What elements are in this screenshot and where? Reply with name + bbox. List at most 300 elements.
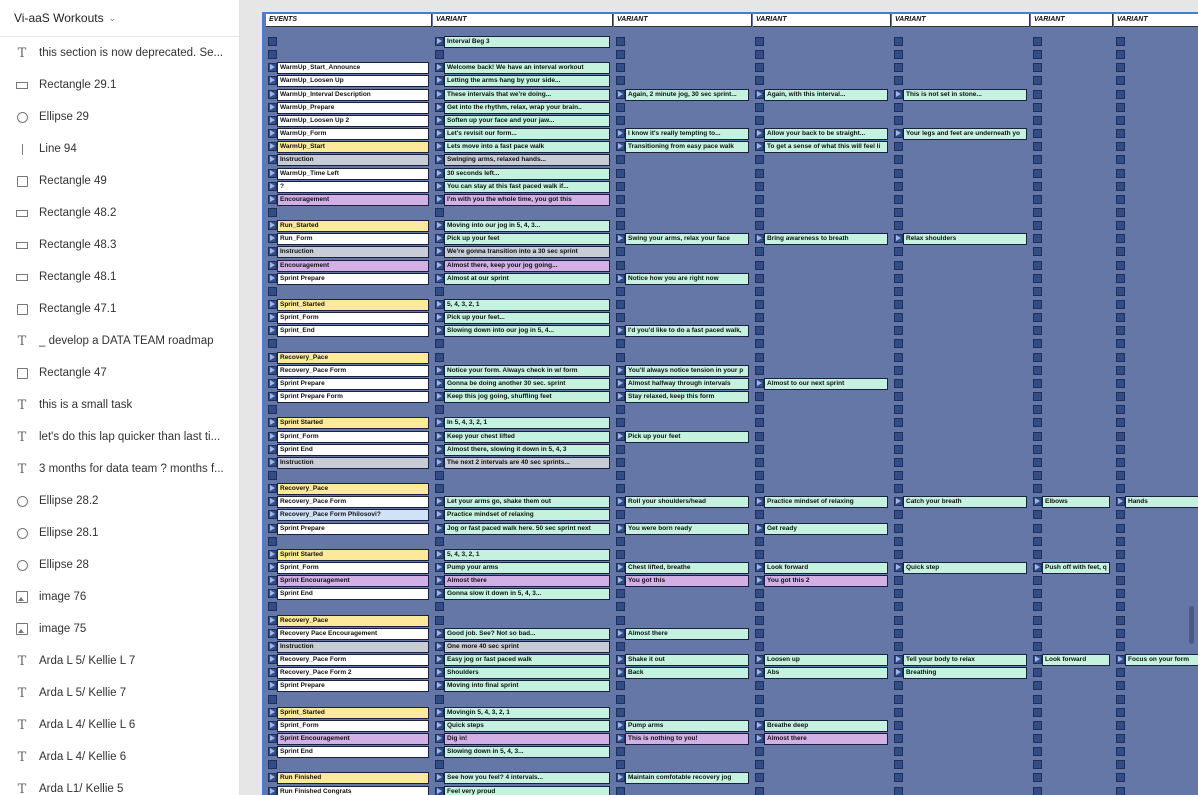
clip-slot[interactable] [1114, 89, 1198, 101]
clip-slot[interactable] [1114, 707, 1198, 719]
empty-slot-icon[interactable] [755, 76, 764, 85]
play-clip-icon[interactable] [616, 497, 625, 506]
empty-slot-icon[interactable] [894, 721, 903, 730]
empty-slot-icon[interactable] [616, 208, 625, 217]
clip-slot[interactable] [1031, 391, 1113, 403]
clip-slot[interactable] [892, 220, 1030, 232]
empty-slot-icon[interactable] [616, 787, 625, 795]
empty-slot-icon[interactable] [894, 642, 903, 651]
variant-clip[interactable]: Breathe deep [764, 720, 888, 732]
play-clip-icon[interactable] [268, 510, 277, 519]
clip-slot[interactable] [1114, 128, 1198, 140]
clip-slot[interactable] [1114, 273, 1198, 285]
design-canvas[interactable] [240, 0, 1198, 795]
play-clip-icon[interactable] [435, 247, 444, 256]
variant-clip[interactable]: Chest lifted, breathe [625, 562, 749, 574]
variant-clip[interactable]: You got this 2 [764, 575, 888, 587]
clip-slot[interactable] [753, 759, 891, 771]
empty-slot-icon[interactable] [1116, 90, 1125, 99]
clip-slot[interactable] [433, 615, 613, 627]
empty-slot-icon[interactable] [1116, 695, 1125, 704]
play-clip-icon[interactable] [435, 261, 444, 270]
event-clip[interactable]: Sprint_Form [277, 562, 429, 574]
clip-slot[interactable] [433, 115, 613, 127]
clip-slot[interactable] [614, 141, 752, 153]
layer-item[interactable] [0, 69, 239, 101]
empty-slot-icon[interactable] [1116, 142, 1125, 151]
clip-slot[interactable] [266, 36, 432, 48]
clip-slot[interactable] [1031, 352, 1113, 364]
clip-slot[interactable] [614, 588, 752, 600]
clip-slot[interactable] [753, 89, 891, 101]
empty-slot-icon[interactable] [268, 287, 277, 296]
empty-slot-icon[interactable] [755, 50, 764, 59]
clip-slot[interactable] [1114, 102, 1198, 114]
event-clip[interactable]: Encouragement [277, 260, 429, 272]
event-clip[interactable]: Sprint_Started [277, 707, 429, 719]
clip-slot[interactable] [892, 141, 1030, 153]
empty-slot-icon[interactable] [755, 405, 764, 414]
empty-slot-icon[interactable] [1033, 379, 1042, 388]
clip-slot[interactable] [433, 654, 613, 666]
clip-slot[interactable] [1114, 457, 1198, 469]
empty-slot-icon[interactable] [755, 695, 764, 704]
empty-slot-icon[interactable] [894, 169, 903, 178]
play-clip-icon[interactable] [268, 589, 277, 598]
variant-clip[interactable]: Almost there, keep your jog going... [444, 260, 610, 272]
clip-slot[interactable] [266, 457, 432, 469]
clip-slot[interactable] [266, 102, 432, 114]
clip-slot[interactable] [1031, 338, 1113, 350]
variant-clip[interactable]: Slowing down into our jog in 5, 4... [444, 325, 610, 337]
clip-slot[interactable] [753, 575, 891, 587]
play-clip-icon[interactable] [616, 734, 625, 743]
clip-slot[interactable] [892, 694, 1030, 706]
empty-slot-icon[interactable] [755, 300, 764, 309]
layer-item[interactable] [0, 613, 239, 645]
empty-slot-icon[interactable] [1116, 747, 1125, 756]
empty-slot-icon[interactable] [1033, 129, 1042, 138]
play-clip-icon[interactable] [755, 576, 764, 585]
clip-slot[interactable] [892, 575, 1030, 587]
event-clip[interactable]: Sprint Prepare [277, 273, 429, 285]
empty-slot-icon[interactable] [894, 550, 903, 559]
empty-slot-icon[interactable] [894, 247, 903, 256]
file-title[interactable] [0, 0, 239, 37]
clip-slot[interactable] [1114, 194, 1198, 206]
variant-clip[interactable]: Swinging arms, relaxed hands... [444, 154, 610, 166]
variant-clip[interactable]: You can stay at this fast paced walk if... [444, 181, 610, 193]
empty-slot-icon[interactable] [616, 182, 625, 191]
play-clip-icon[interactable] [435, 234, 444, 243]
play-clip-icon[interactable] [268, 445, 277, 454]
empty-slot-icon[interactable] [894, 313, 903, 322]
empty-slot-icon[interactable] [894, 695, 903, 704]
clip-slot[interactable] [1031, 273, 1113, 285]
variant-clip[interactable]: I know it's really tempting to... [625, 128, 749, 140]
empty-slot-icon[interactable] [1116, 63, 1125, 72]
variant-clip[interactable]: Practice mindset of relaxing [444, 509, 610, 521]
clip-slot[interactable] [614, 365, 752, 377]
clip-slot[interactable] [266, 181, 432, 193]
clip-slot[interactable] [1114, 365, 1198, 377]
play-clip-icon[interactable] [435, 458, 444, 467]
clip-slot[interactable] [266, 601, 432, 613]
event-clip[interactable]: Sprint Encouragement [277, 575, 429, 587]
play-clip-icon[interactable] [268, 747, 277, 756]
play-clip-icon[interactable] [755, 90, 764, 99]
event-clip[interactable]: Recovery_Pace Form 2 [277, 667, 429, 679]
empty-slot-icon[interactable] [1033, 116, 1042, 125]
empty-slot-icon[interactable] [616, 418, 625, 427]
variant-clip[interactable]: Practice mindset of relaxing [764, 496, 888, 508]
variant-clip[interactable]: Maintain comfotable recovery jog [625, 772, 749, 784]
play-clip-icon[interactable] [1033, 655, 1042, 664]
event-clip[interactable]: Sprint_Form [277, 431, 429, 443]
empty-slot-icon[interactable] [1116, 432, 1125, 441]
variant-clip[interactable]: Abs [764, 667, 888, 679]
empty-slot-icon[interactable] [1116, 103, 1125, 112]
clip-slot[interactable] [266, 49, 432, 61]
variant-clip[interactable]: Welcome back! We have an interval workout [444, 62, 610, 74]
clip-slot[interactable] [1114, 509, 1198, 521]
variant-clip[interactable]: Allow your back to be straight... [764, 128, 888, 140]
clip-slot[interactable] [266, 786, 432, 795]
clip-slot[interactable] [266, 680, 432, 692]
clip-slot[interactable] [1031, 496, 1113, 508]
clip-slot[interactable] [614, 128, 752, 140]
play-clip-icon[interactable] [268, 300, 277, 309]
clip-slot[interactable] [614, 444, 752, 456]
play-clip-icon[interactable] [268, 221, 277, 230]
clip-slot[interactable] [433, 260, 613, 272]
variant-clip[interactable]: Look forward [1042, 654, 1110, 666]
play-clip-icon[interactable] [268, 155, 277, 164]
variant-clip[interactable]: Gonna be doing another 30 sec. sprint [444, 378, 610, 390]
clip-slot[interactable] [266, 404, 432, 416]
empty-slot-icon[interactable] [894, 589, 903, 598]
clip-grid-frame[interactable] [262, 12, 1198, 795]
clip-slot[interactable] [433, 352, 613, 364]
clip-slot[interactable] [1031, 654, 1113, 666]
empty-slot-icon[interactable] [1033, 353, 1042, 362]
empty-slot-icon[interactable] [1033, 471, 1042, 480]
empty-slot-icon[interactable] [755, 195, 764, 204]
clip-slot[interactable] [614, 207, 752, 219]
variant-clip[interactable]: Shoulders [444, 667, 610, 679]
clip-slot[interactable] [1031, 181, 1113, 193]
clip-slot[interactable] [1114, 536, 1198, 548]
play-clip-icon[interactable] [616, 366, 625, 375]
clip-slot[interactable] [433, 470, 613, 482]
play-clip-icon[interactable] [435, 510, 444, 519]
variant-clip[interactable]: This is not set in stone... [903, 89, 1027, 101]
clip-slot[interactable] [1031, 431, 1113, 443]
play-clip-icon[interactable] [268, 353, 277, 362]
clip-slot[interactable] [892, 733, 1030, 745]
clip-slot[interactable] [614, 246, 752, 258]
empty-slot-icon[interactable] [894, 326, 903, 335]
variant-clip[interactable]: You were born ready [625, 523, 749, 535]
clip-slot[interactable] [1114, 759, 1198, 771]
empty-slot-icon[interactable] [1116, 418, 1125, 427]
clip-slot[interactable] [892, 260, 1030, 272]
play-clip-icon[interactable] [1033, 563, 1042, 572]
clip-slot[interactable] [433, 523, 613, 535]
empty-slot-icon[interactable] [755, 432, 764, 441]
empty-slot-icon[interactable] [1116, 773, 1125, 782]
empty-slot-icon[interactable] [616, 550, 625, 559]
clip-slot[interactable] [266, 588, 432, 600]
empty-slot-icon[interactable] [1033, 550, 1042, 559]
clip-slot[interactable] [753, 601, 891, 613]
layer-item[interactable] [0, 197, 239, 229]
empty-slot-icon[interactable] [616, 510, 625, 519]
variant-clip[interactable]: Soften up your face and your jaw... [444, 115, 610, 127]
clip-slot[interactable] [1114, 628, 1198, 640]
variant-clip[interactable]: Almost halfway through intervals [625, 378, 749, 390]
play-clip-icon[interactable] [616, 524, 625, 533]
empty-slot-icon[interactable] [1033, 787, 1042, 795]
clip-slot[interactable] [614, 667, 752, 679]
variant-clip[interactable]: Shake it out [625, 654, 749, 666]
variant-clip[interactable]: Jog or fast paced walk here. 50 sec sprint next [444, 523, 610, 535]
empty-slot-icon[interactable] [1033, 405, 1042, 414]
clip-slot[interactable] [433, 733, 613, 745]
clip-slot[interactable] [1031, 615, 1113, 627]
clip-slot[interactable] [614, 36, 752, 48]
event-clip[interactable]: WarmUp_Start_Announce [277, 62, 429, 74]
clip-slot[interactable] [614, 75, 752, 87]
play-clip-icon[interactable] [435, 366, 444, 375]
play-clip-icon[interactable] [616, 142, 625, 151]
clip-slot[interactable] [266, 470, 432, 482]
clip-slot[interactable] [614, 154, 752, 166]
empty-slot-icon[interactable] [755, 642, 764, 651]
empty-slot-icon[interactable] [616, 103, 625, 112]
play-clip-icon[interactable] [268, 524, 277, 533]
empty-slot-icon[interactable] [1116, 576, 1125, 585]
clip-slot[interactable] [614, 615, 752, 627]
play-clip-icon[interactable] [435, 392, 444, 401]
play-clip-icon[interactable] [268, 63, 277, 72]
clip-slot[interactable] [1114, 575, 1198, 587]
variant-clip[interactable]: Bring awareness to breath [764, 233, 888, 245]
clip-slot[interactable] [753, 431, 891, 443]
clip-slot[interactable] [614, 286, 752, 298]
clip-slot[interactable] [1114, 654, 1198, 666]
clip-slot[interactable] [753, 509, 891, 521]
empty-slot-icon[interactable] [616, 616, 625, 625]
empty-slot-icon[interactable] [1033, 432, 1042, 441]
variant-clip[interactable]: Stay relaxed, keep this form [625, 391, 749, 403]
variant-clip[interactable]: Pick up your feet [625, 431, 749, 443]
empty-slot-icon[interactable] [1116, 326, 1125, 335]
empty-slot-icon[interactable] [1033, 261, 1042, 270]
variant-clip[interactable]: Swing your arms, relax your face [625, 233, 749, 245]
variant-clip[interactable]: Pump your arms [444, 562, 610, 574]
play-clip-icon[interactable] [894, 668, 903, 677]
clip-slot[interactable] [266, 378, 432, 390]
empty-slot-icon[interactable] [894, 787, 903, 795]
clip-slot[interactable] [1031, 720, 1113, 732]
variant-clip[interactable]: Focus on your form [1125, 654, 1198, 666]
clip-slot[interactable] [1114, 680, 1198, 692]
empty-slot-icon[interactable] [435, 760, 444, 769]
clip-slot[interactable] [892, 378, 1030, 390]
clip-slot[interactable] [753, 36, 891, 48]
empty-slot-icon[interactable] [1033, 274, 1042, 283]
clip-slot[interactable] [266, 338, 432, 350]
clip-slot[interactable] [433, 562, 613, 574]
clip-slot[interactable] [433, 312, 613, 324]
clip-slot[interactable] [753, 128, 891, 140]
clip-slot[interactable] [1114, 220, 1198, 232]
clip-slot[interactable] [266, 312, 432, 324]
empty-slot-icon[interactable] [616, 681, 625, 690]
clip-slot[interactable] [1114, 496, 1198, 508]
clip-slot[interactable] [1031, 575, 1113, 587]
clip-slot[interactable] [266, 246, 432, 258]
variant-clip[interactable]: Movingin 5, 4, 3, 2, 1 [444, 707, 610, 719]
clip-slot[interactable] [753, 707, 891, 719]
clip-slot[interactable] [614, 391, 752, 403]
clip-slot[interactable] [433, 49, 613, 61]
clip-slot[interactable] [614, 457, 752, 469]
clip-slot[interactable] [433, 220, 613, 232]
layer-item[interactable] [0, 421, 239, 453]
clip-slot[interactable] [266, 733, 432, 745]
clip-slot[interactable] [892, 154, 1030, 166]
play-clip-icon[interactable] [435, 379, 444, 388]
layer-item[interactable] [0, 741, 239, 773]
clip-slot[interactable] [266, 286, 432, 298]
event-clip[interactable]: Instruction [277, 246, 429, 258]
clip-slot[interactable] [1114, 168, 1198, 180]
variant-clip[interactable]: These intervals that we're doing... [444, 89, 610, 101]
clip-slot[interactable] [266, 549, 432, 561]
play-clip-icon[interactable] [435, 221, 444, 230]
play-clip-icon[interactable] [616, 90, 625, 99]
clip-slot[interactable] [892, 62, 1030, 74]
variant-clip[interactable]: Almost at our sprint [444, 273, 610, 285]
clip-slot[interactable] [614, 601, 752, 613]
empty-slot-icon[interactable] [1116, 261, 1125, 270]
empty-slot-icon[interactable] [1116, 247, 1125, 256]
play-clip-icon[interactable] [435, 668, 444, 677]
clip-slot[interactable] [1114, 325, 1198, 337]
event-clip[interactable]: Sprint Prepare Form [277, 391, 429, 403]
empty-slot-icon[interactable] [616, 195, 625, 204]
clip-slot[interactable] [1031, 641, 1113, 653]
clip-slot[interactable] [1031, 115, 1113, 127]
empty-slot-icon[interactable] [435, 287, 444, 296]
clip-slot[interactable] [1031, 128, 1113, 140]
clip-slot[interactable] [1031, 141, 1113, 153]
empty-slot-icon[interactable] [755, 182, 764, 191]
play-clip-icon[interactable] [268, 116, 277, 125]
empty-slot-icon[interactable] [1116, 339, 1125, 348]
play-clip-icon[interactable] [268, 76, 277, 85]
empty-slot-icon[interactable] [1116, 721, 1125, 730]
empty-slot-icon[interactable] [1033, 195, 1042, 204]
empty-slot-icon[interactable] [1116, 300, 1125, 309]
clip-slot[interactable] [1031, 233, 1113, 245]
empty-slot-icon[interactable] [894, 37, 903, 46]
empty-slot-icon[interactable] [894, 602, 903, 611]
clip-slot[interactable] [433, 509, 613, 521]
play-clip-icon[interactable] [435, 63, 444, 72]
empty-slot-icon[interactable] [1116, 458, 1125, 467]
clip-slot[interactable] [892, 246, 1030, 258]
clip-slot[interactable] [614, 562, 752, 574]
clip-slot[interactable] [892, 417, 1030, 429]
play-clip-icon[interactable] [268, 169, 277, 178]
clip-slot[interactable] [1114, 641, 1198, 653]
clip-slot[interactable] [433, 786, 613, 795]
empty-slot-icon[interactable] [755, 510, 764, 519]
variant-clip[interactable]: Almost there [625, 628, 749, 640]
clip-slot[interactable] [1114, 49, 1198, 61]
clip-slot[interactable] [614, 509, 752, 521]
layer-item[interactable] [0, 293, 239, 325]
empty-slot-icon[interactable] [1033, 300, 1042, 309]
empty-slot-icon[interactable] [1116, 313, 1125, 322]
empty-slot-icon[interactable] [894, 208, 903, 217]
clip-slot[interactable] [433, 391, 613, 403]
empty-slot-icon[interactable] [755, 261, 764, 270]
clip-slot[interactable] [266, 759, 432, 771]
clip-slot[interactable] [614, 260, 752, 272]
clip-slot[interactable] [266, 707, 432, 719]
clip-slot[interactable] [1031, 772, 1113, 784]
clip-slot[interactable] [433, 378, 613, 390]
variant-clip[interactable]: Quick step [903, 562, 1027, 574]
empty-slot-icon[interactable] [1033, 445, 1042, 454]
empty-slot-icon[interactable] [755, 208, 764, 217]
empty-slot-icon[interactable] [894, 708, 903, 717]
clip-slot[interactable] [614, 299, 752, 311]
variant-clip[interactable]: Pump arms [625, 720, 749, 732]
empty-slot-icon[interactable] [1116, 76, 1125, 85]
clip-slot[interactable] [614, 549, 752, 561]
empty-slot-icon[interactable] [1033, 234, 1042, 243]
empty-slot-icon[interactable] [894, 366, 903, 375]
play-clip-icon[interactable] [894, 129, 903, 138]
empty-slot-icon[interactable] [894, 392, 903, 401]
empty-slot-icon[interactable] [616, 339, 625, 348]
play-clip-icon[interactable] [268, 576, 277, 585]
empty-slot-icon[interactable] [616, 695, 625, 704]
empty-slot-icon[interactable] [755, 418, 764, 427]
clip-slot[interactable] [1031, 154, 1113, 166]
clip-slot[interactable] [614, 694, 752, 706]
empty-slot-icon[interactable] [1116, 616, 1125, 625]
clip-slot[interactable] [892, 667, 1030, 679]
clip-slot[interactable] [266, 194, 432, 206]
play-clip-icon[interactable] [435, 524, 444, 533]
play-clip-icon[interactable] [268, 458, 277, 467]
clip-slot[interactable] [266, 141, 432, 153]
clip-slot[interactable] [753, 496, 891, 508]
empty-slot-icon[interactable] [1116, 681, 1125, 690]
play-clip-icon[interactable] [1033, 497, 1042, 506]
play-clip-icon[interactable] [268, 484, 277, 493]
clip-slot[interactable] [433, 707, 613, 719]
empty-slot-icon[interactable] [894, 616, 903, 625]
empty-slot-icon[interactable] [616, 471, 625, 480]
empty-slot-icon[interactable] [268, 471, 277, 480]
